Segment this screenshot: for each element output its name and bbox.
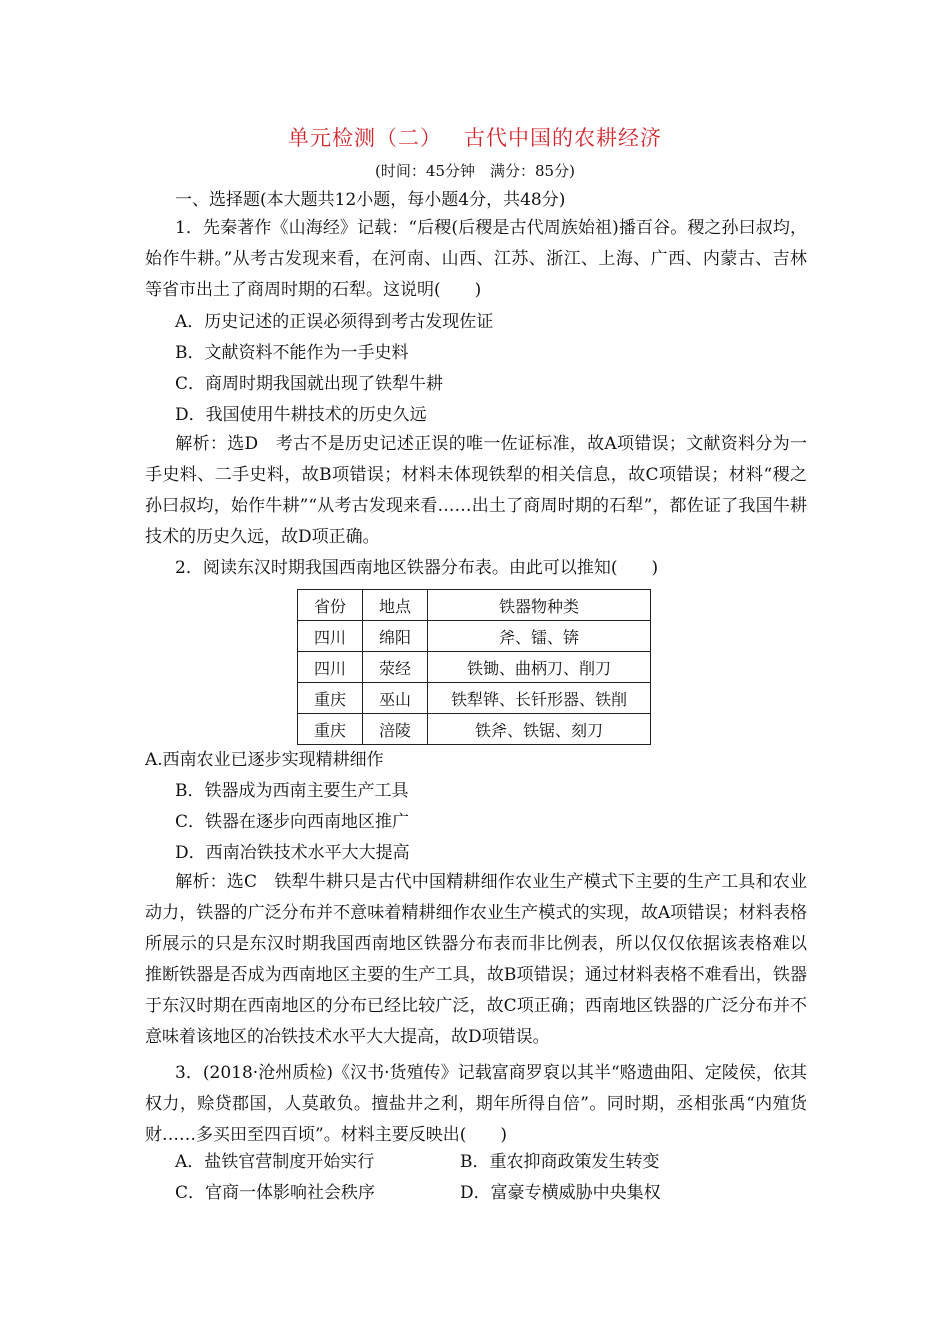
table-header-cell: 铁器物种类 xyxy=(428,590,651,621)
question-3-option-c: C．官商一体影响社会秩序 xyxy=(175,1183,376,1203)
exam-info: (时间：45分钟 满分：85分) xyxy=(375,162,575,180)
question-1-option-d: D．我国使用牛耕技术的历史久远 xyxy=(175,405,427,425)
table-header-cell: 省份 xyxy=(298,590,363,621)
table-cell: 涪陵 xyxy=(363,714,428,745)
table-cell: 斧、镭、锛 xyxy=(428,621,651,652)
question-3-option-b: B．重农抑商政策发生转变 xyxy=(460,1152,660,1172)
question-2-option-a: A.西南农业已逐步实现精耕细作 xyxy=(145,750,384,770)
question-3-option-a: A．盐铁官营制度开始实行 xyxy=(175,1152,375,1172)
question-1-option-a: A．历史记述的正误必须得到考古发现佐证 xyxy=(175,312,494,332)
iron-distribution-table xyxy=(297,589,651,745)
table-cell: 重庆 xyxy=(298,683,363,714)
table-cell: 铁斧、铁锯、刻刀 xyxy=(428,714,651,745)
table-header-row xyxy=(298,590,651,621)
section-heading: 一、选择题(本大题共12小题，每小题4分，共48分) xyxy=(175,190,566,210)
title-unit: 单元检测（二） xyxy=(288,126,442,150)
question-3-stem: 3．(2018·沧州质检)《汉书·货殖传》记载富商罗裒以其半“赂遗曲阳、定陵侯，依其权力，赊贷郡国，人莫敢负。擅盐井之利，期年所得自倍”。同时期，丞相张禹“内殖货财……多买田至四百顷”。材料主要反映出( ) xyxy=(145,1063,807,1145)
page-title xyxy=(0,122,950,152)
question-2-option-c: C．铁器在逐步向西南地区推广 xyxy=(175,812,410,832)
question-2-stem: 2．阅读东汉时期我国西南地区铁器分布表。由此可以推知( ) xyxy=(175,558,659,578)
question-1-analysis: 解析：选D 考古不是历史记述正误的唯一佐证标准，故A项错误；文献资料分为一手史料、二手史料，故B项错误；材料未体现铁犁的相关信息，故C项错误；材料“稷之孙曰叔均，始作牛耕”“从考古发现来看……出土了商周时期的石犁”，都佐证了我国牛耕技术的历史久远，故D项正确。 xyxy=(145,434,807,547)
table-cell: 绵阳 xyxy=(363,621,428,652)
question-2-option-b: B．铁器成为西南主要生产工具 xyxy=(175,781,409,801)
table-row xyxy=(298,714,651,745)
table-cell: 四川 xyxy=(298,621,363,652)
question-3-option-d: D．富豪专横威胁中央集权 xyxy=(460,1183,661,1203)
table-cell: 铁犁铧、长钎形器、铁削 xyxy=(428,683,651,714)
table-row xyxy=(298,621,651,652)
table-cell: 重庆 xyxy=(298,714,363,745)
question-1-stem: 1．先秦著作《山海经》记载：“后稷(后稷是古代周族始祖)播百谷。稷之孙曰叔均，始作牛耕。”从考古发现来看，在河南、山西、江苏、浙江、上海、广西、内蒙古、吉林等省市出土了商周时期的石犁。这说明( ) xyxy=(145,218,807,300)
question-2-option-d: D．西南冶铁技术水平大大提高 xyxy=(175,843,410,863)
table-cell: 荥经 xyxy=(363,652,428,683)
question-1-option-b: B．文献资料不能作为一手史料 xyxy=(175,343,409,363)
table-cell: 四川 xyxy=(298,652,363,683)
table-cell: 铁锄、曲柄刀、削刀 xyxy=(428,652,651,683)
question-1-option-c: C．商周时期我国就出现了铁犁牛耕 xyxy=(175,374,444,394)
table-row xyxy=(298,652,651,683)
table-cell: 巫山 xyxy=(363,683,428,714)
table-header-cell: 地点 xyxy=(363,590,428,621)
table-row xyxy=(298,683,651,714)
question-2-analysis: 解析：选C 铁犁牛耕只是古代中国精耕细作农业生产模式下主要的生产工具和农业动力，铁器的广泛分布并不意味着精耕细作农业生产模式的实现，故A项错误；材料表格所展示的只是东汉时期我国西南地区铁器分布表而非比例表，所以仅仅依据该表格难以推断铁器是否成为西南地区主要的生产工具，故B项错误；通过材料表格不难看出，铁器于东汉时期在西南地区的分布已经比较广泛，故C项正确；西南地区铁器的广泛分布并不意味着该地区的冶铁技术水平大大提高，故D项错误。 xyxy=(145,872,807,1047)
title-topic: 古代中国的农耕经济 xyxy=(464,126,662,150)
